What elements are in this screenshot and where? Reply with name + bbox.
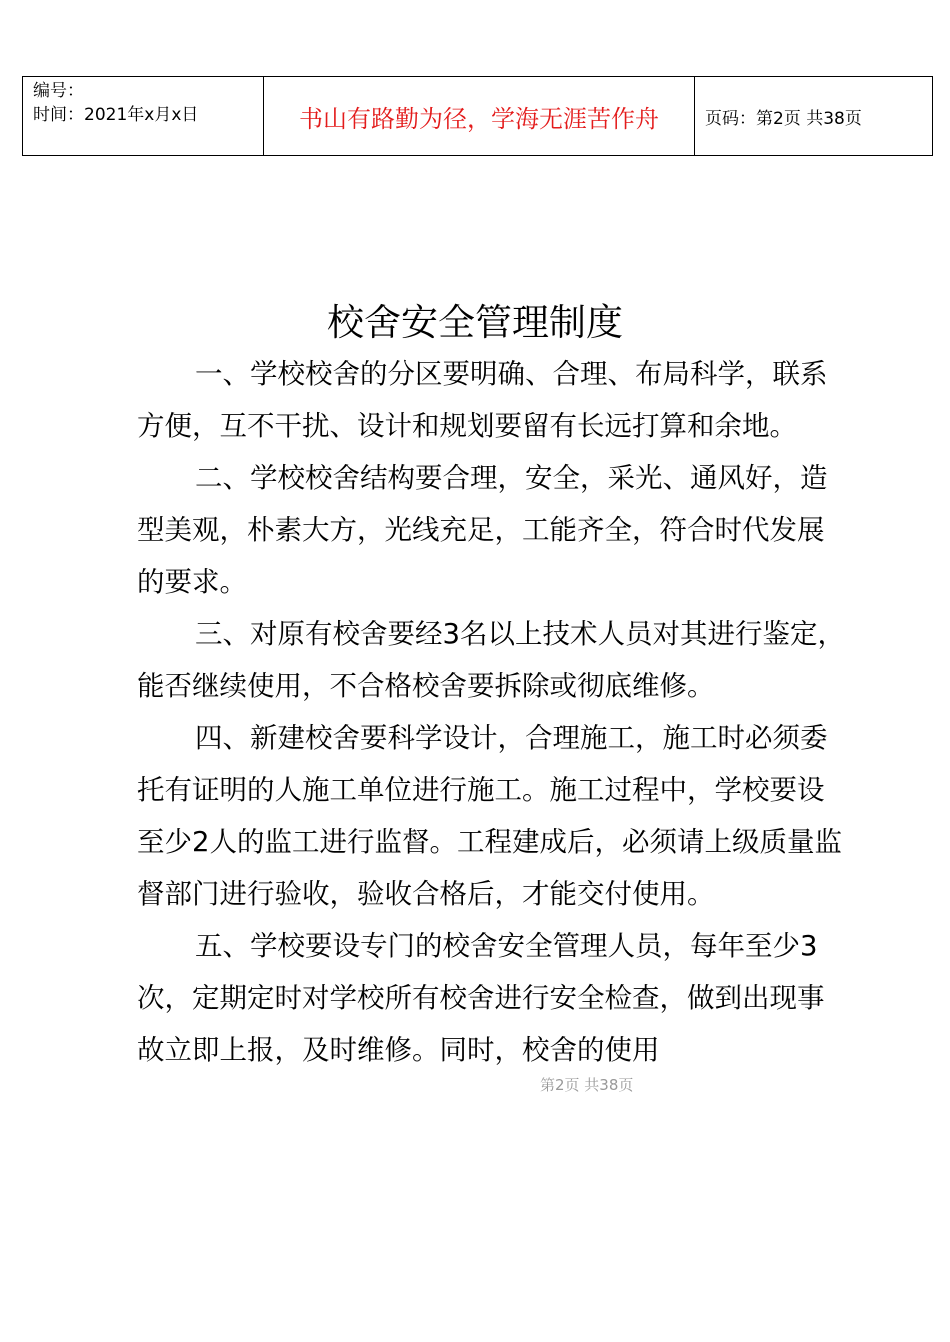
paragraph-2: 二、学校校舍结构要合理，安全，采光、通风好，造型美观，朴素大方，光线充足，工能齐全，符合时代发展的要求。 [137,462,828,598]
time-label: 时间：2021年x月x日 [33,105,199,125]
page-footer: 第2页 共38页 [540,1076,634,1094]
number-label: 编号： [33,81,84,101]
paragraph-5: 五、学校要设专门的校舍安全管理人员，每年至少3次，定期定时对学校所有校舍进行安全检查，做到出现事故立即上报，及时维修。同时，校舍的使用 [137,930,825,1066]
header-meta-cell [23,77,264,156]
paragraph-1: 一、学校校舍的分区要明确、合理、布局科学，联系方便，互不干扰、设计和规划要留有长远打算和余地。 [137,358,828,442]
document-body [137,348,849,1076]
motto-text: 书山有路勤为径，学海无涯苦作舟 [299,104,659,133]
motto-cell [264,77,695,156]
page-info-cell [695,77,933,156]
page-info: 页码：第2页 共38页 [705,108,862,129]
paragraph-4: 四、新建校舍要科学设计，合理施工，施工时必须委托有证明的人施工单位进行施工。施工过程中，学校要设至少2人的监工进行监督。工程建成后，必须请上级质量监督部门进行验收，验收合格后，才能交付使用。 [137,722,842,910]
document-title: 校舍安全管理制度 [327,301,623,344]
header-table [22,76,933,156]
paragraph-3: 三、对原有校舍要经3名以上技术人员对其进行鉴定，能否继续使用，不合格校舍要拆除或彻底维修。 [137,618,845,702]
